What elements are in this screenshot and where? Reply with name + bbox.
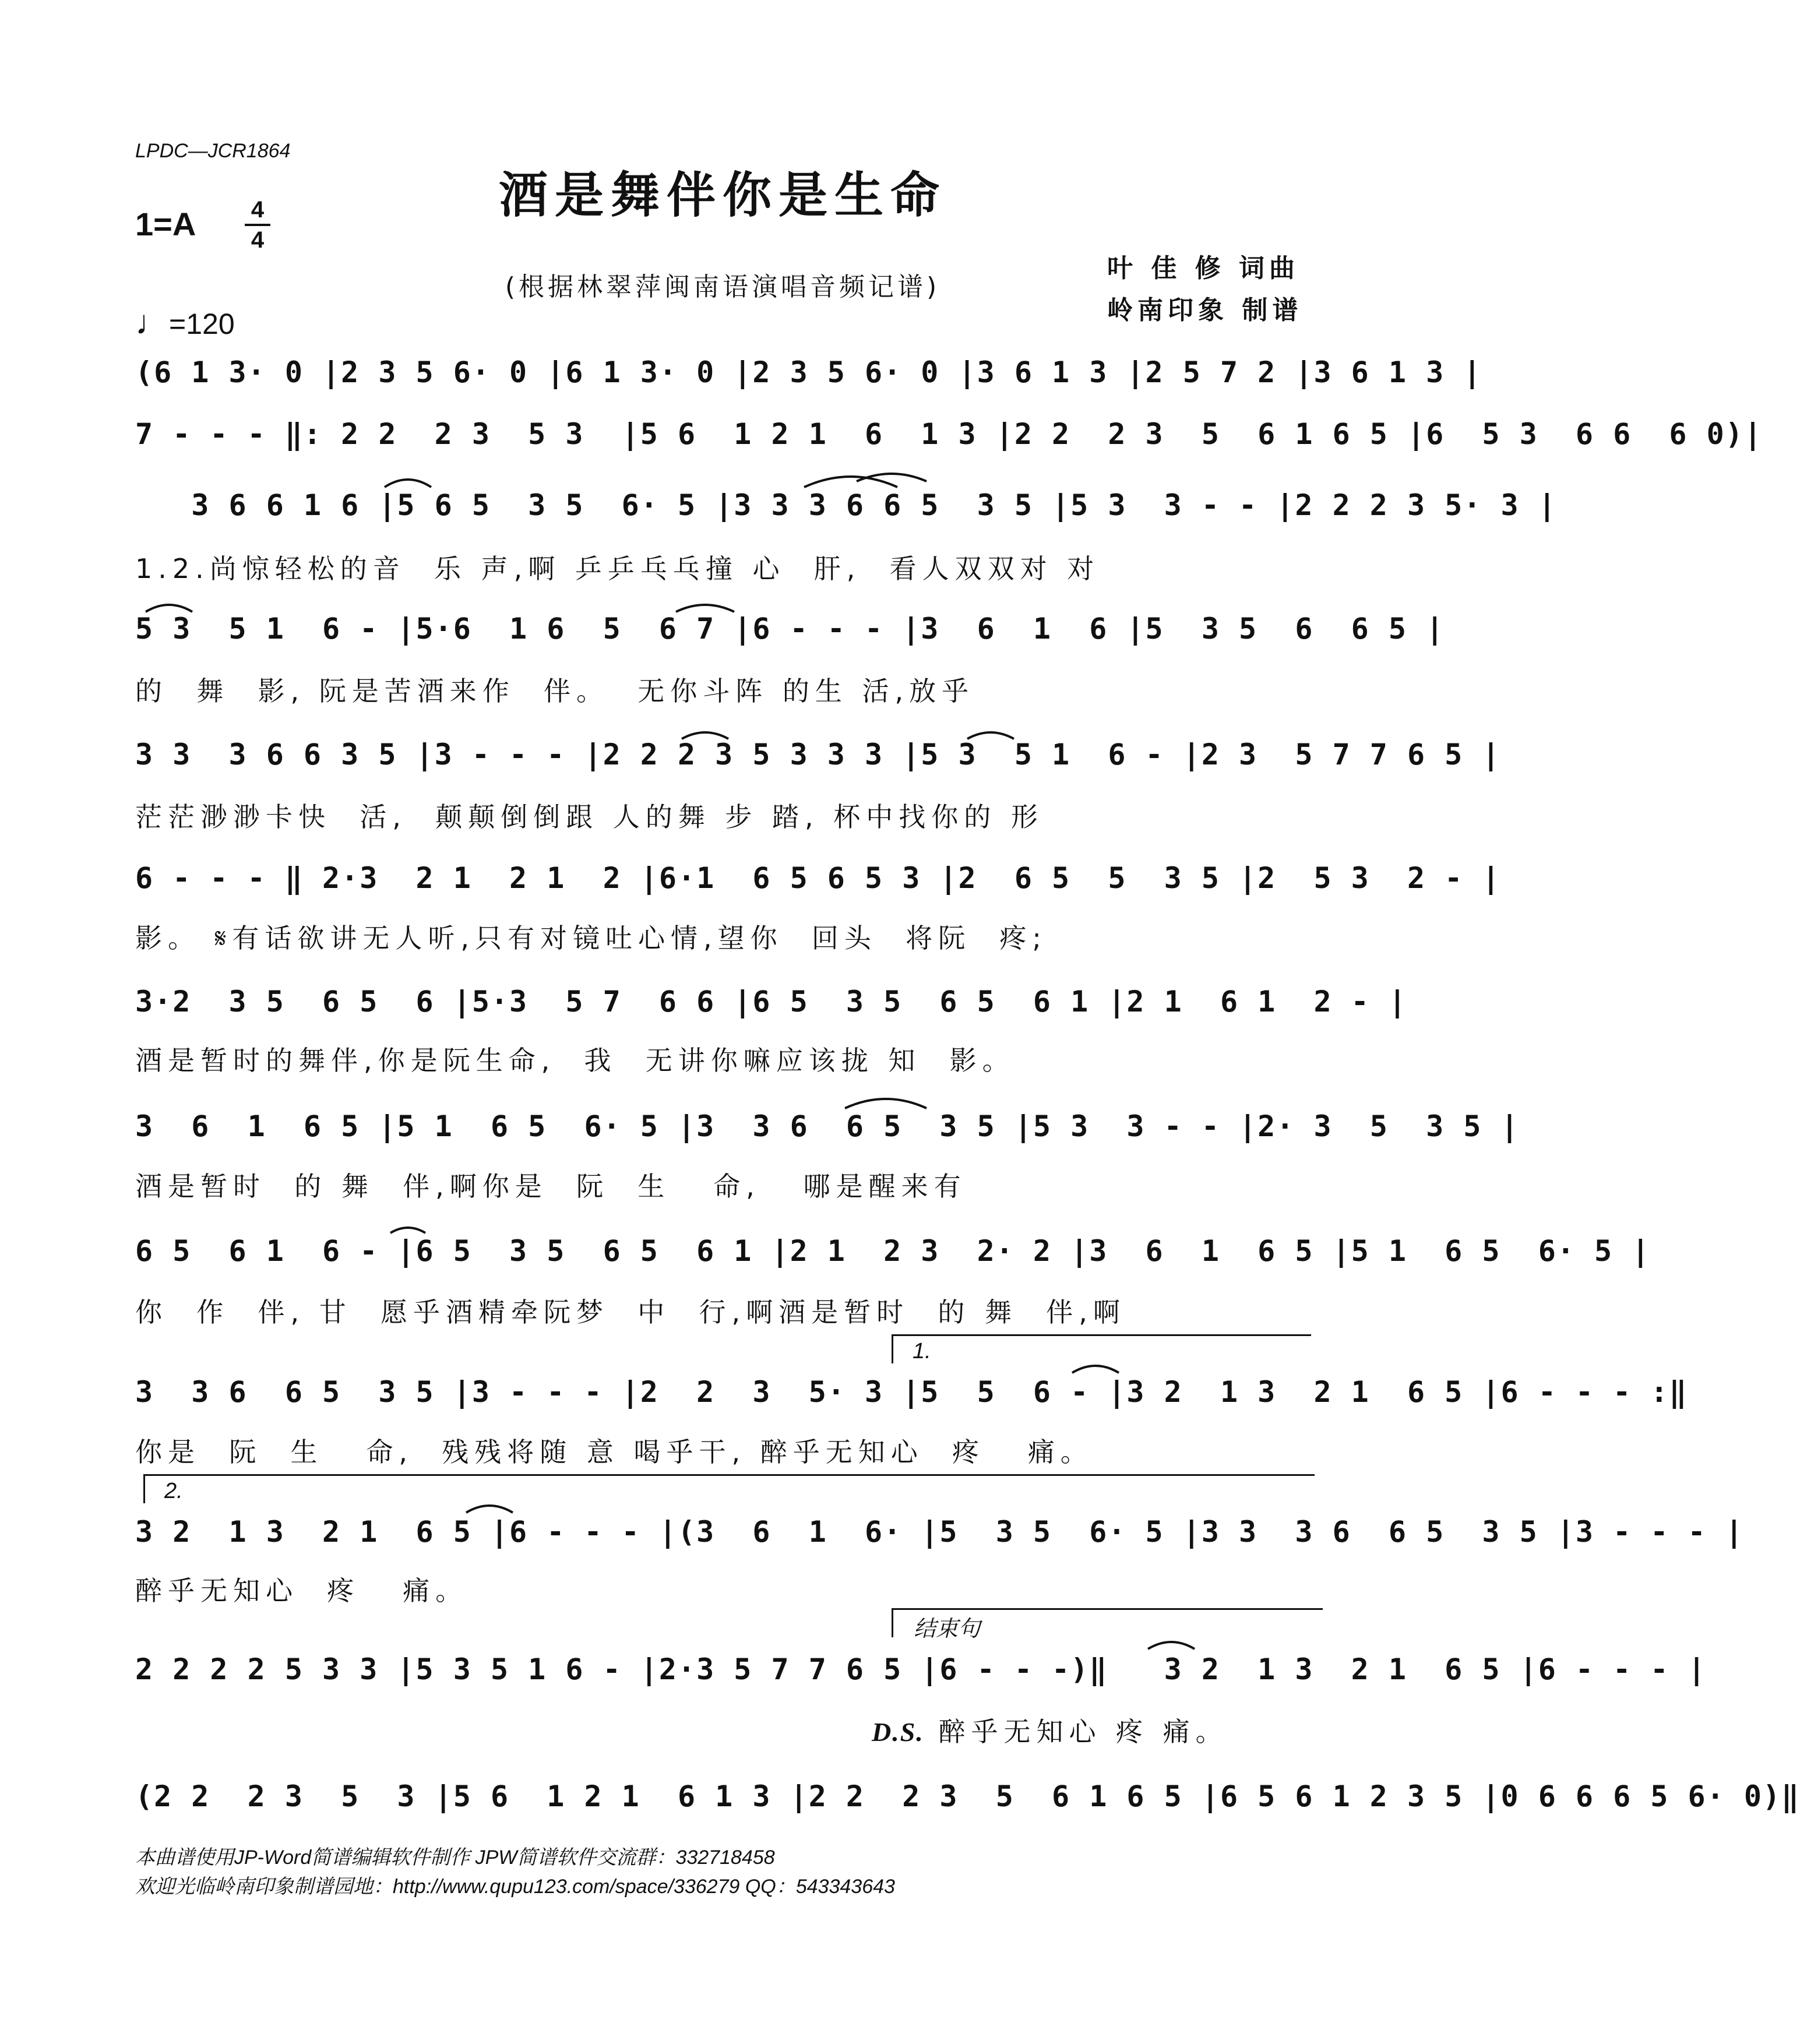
ending-label: 结束句 [914, 1617, 981, 1641]
footer-line-2: 欢迎光临岭南印象制谱园地：http://www.qupu123.com/space/336279 QQ：543343643 [135, 1876, 895, 1898]
key-signature: 1=A [135, 206, 196, 242]
lyrics-row-5: 茫茫渺渺卡快 活, 颠颠倒倒跟 人的舞 步 踏, 杯中找你的 形 [135, 801, 1044, 833]
notation-row-6: 6 - - - ‖ 2·3 2 1 2 1 2 |6·1 6 5 6 5 3 |2 6 5 5 3 5 |2 5 3 2 - | [135, 861, 1501, 895]
notation-row-3: 3 6 6 1 6 |5 6 5 3 5 6· 5 |3 3 3 6 6 5 3 5 |5 3 3 - - |2 2 2 3 5· 3 | [135, 488, 1557, 522]
lyrics-row-9: 你 作 伴, 甘 愿乎酒精牵阮梦 中 行,啊酒是暂时 的 舞 伴,啊 [135, 1296, 1126, 1328]
lyrics-row-11: 醉乎无知心 疼 痛。 [135, 1575, 469, 1606]
time-signature-bottom: 4 [251, 227, 265, 253]
notation-row-9: 6 5 6 1 6 - |6 5 3 5 6 5 6 1 |2 1 2 3 2· 2 |3 6 1 6 5 |5 1 6 5 6· 5 | [135, 1234, 1651, 1268]
notation-row-11: 3 2 1 3 2 1 6 5 |6 - - - |(3 6 1 6· |5 3 5 6· 5 |3 3 3 6 6 5 3 5 |3 - - - | [135, 1515, 1744, 1549]
notation-row-13: (2 2 2 3 5 3 |5 6 1 2 1 6 1 3 |2 2 2 3 5 6 1 6 5 |6 5 6 1 2 3 5 |0 6 6 6 5 6· 0)‖ [135, 1779, 1800, 1813]
lyrics-row-10: 你是 阮 生 命, 残残将随 意 喝乎干, 醉乎无知心 疼 痛。 [135, 1436, 1093, 1468]
ds-lyrics: 醉乎无知心 疼 痛。 [938, 1716, 1228, 1747]
ds-marker: D.S. [872, 1717, 924, 1747]
credit-lyricist-composer: 叶 佳 修 词曲 [1107, 253, 1299, 283]
score-code: LPDC—JCR1864 [135, 140, 291, 162]
lyrics-row-6: 影。 𝄋有话欲讲无人听,只有对镜吐心情,望你 回头 将阮 疼; [135, 922, 1047, 954]
volta-1-label: 1. [913, 1339, 931, 1363]
notation-row-8: 3 6 1 6 5 |5 1 6 5 6· 5 |3 3 6 6 5 3 5 |5 3 3 - - |2· 3 5 3 5 | [135, 1109, 1520, 1143]
subtitle: (根据林翠萍闽南语演唱音频记谱) [505, 272, 940, 302]
footer-line-1: 本曲谱使用JP-Word简谱编辑软件制作 JPW简谱软件交流群：332718458 [135, 1846, 775, 1869]
notation-row-5: 3 3 3 6 6 3 5 |3 - - - |2 2 2 3 5 3 3 3 |5 3 5 1 6 - |2 3 5 7 7 6 5 | [135, 738, 1501, 771]
time-signature-top: 4 [251, 197, 265, 223]
notation-row-7: 3·2 3 5 6 5 6 |5·3 5 7 6 6 |6 5 3 5 6 5 6 1 |2 1 6 1 2 - | [135, 985, 1407, 1019]
notation-row-4: 5 3 5 1 6 - |5·6 1 6 5 6 7 |6 - - - |3 6 1 6 |5 3 5 6 6 5 | [135, 612, 1445, 646]
lyrics-row-3: 1.2.尚惊轻松的音 乐 声,啊 乒乒乓乓撞 心 肝, 看人双双对 对 [135, 553, 1100, 584]
credit-arranger: 岭南印象 制谱 [1107, 295, 1303, 325]
lyrics-row-4: 的 舞 影, 阮是苦酒来作 伴。 无你斗阵 的生 活,放乎 [135, 675, 975, 707]
song-title: 酒是舞伴你是生命 [498, 166, 946, 224]
tempo-value: =120 [169, 308, 235, 340]
lyrics-row-7: 酒是暂时的舞伴,你是阮生命, 我 无讲你嘛应该拢 知 影。 [135, 1045, 1015, 1076]
notation-row-12: 2 2 2 2 5 3 3 |5 3 5 1 6 - |2·3 5 7 7 6 5 |6 - - -)‖ 3 2 1 3 2 1 6 5 |6 - - - | [135, 1652, 1707, 1686]
volta-2-label: 2. [164, 1479, 183, 1503]
notation-row-10: 3 3 6 6 5 3 5 |3 - - - |2 2 3 5· 3 |5 5 6 - |3 2 1 3 2 1 6 5 |6 - - - :‖ [135, 1375, 1688, 1409]
lyrics-row-8: 酒是暂时 的 舞 伴,啊你是 阮 生 命, 哪是醒来有 [135, 1171, 967, 1202]
notation-row-2: 7 - - - ‖: 2 2 2 3 5 3 |5 6 1 2 1 6 1 3 |2 2 2 3 5 6 1 6 5 |6 5 3 6 6 6 0)| [135, 417, 1763, 451]
quarter-note-icon: ♩ [135, 304, 169, 341]
notation-row-1: (6 1 3· 0 |2 3 5 6· 0 |6 1 3· 0 |2 3 5 6· 0 |3 6 1 3 |2 5 7 2 |3 6 1 3 | [135, 355, 1482, 389]
